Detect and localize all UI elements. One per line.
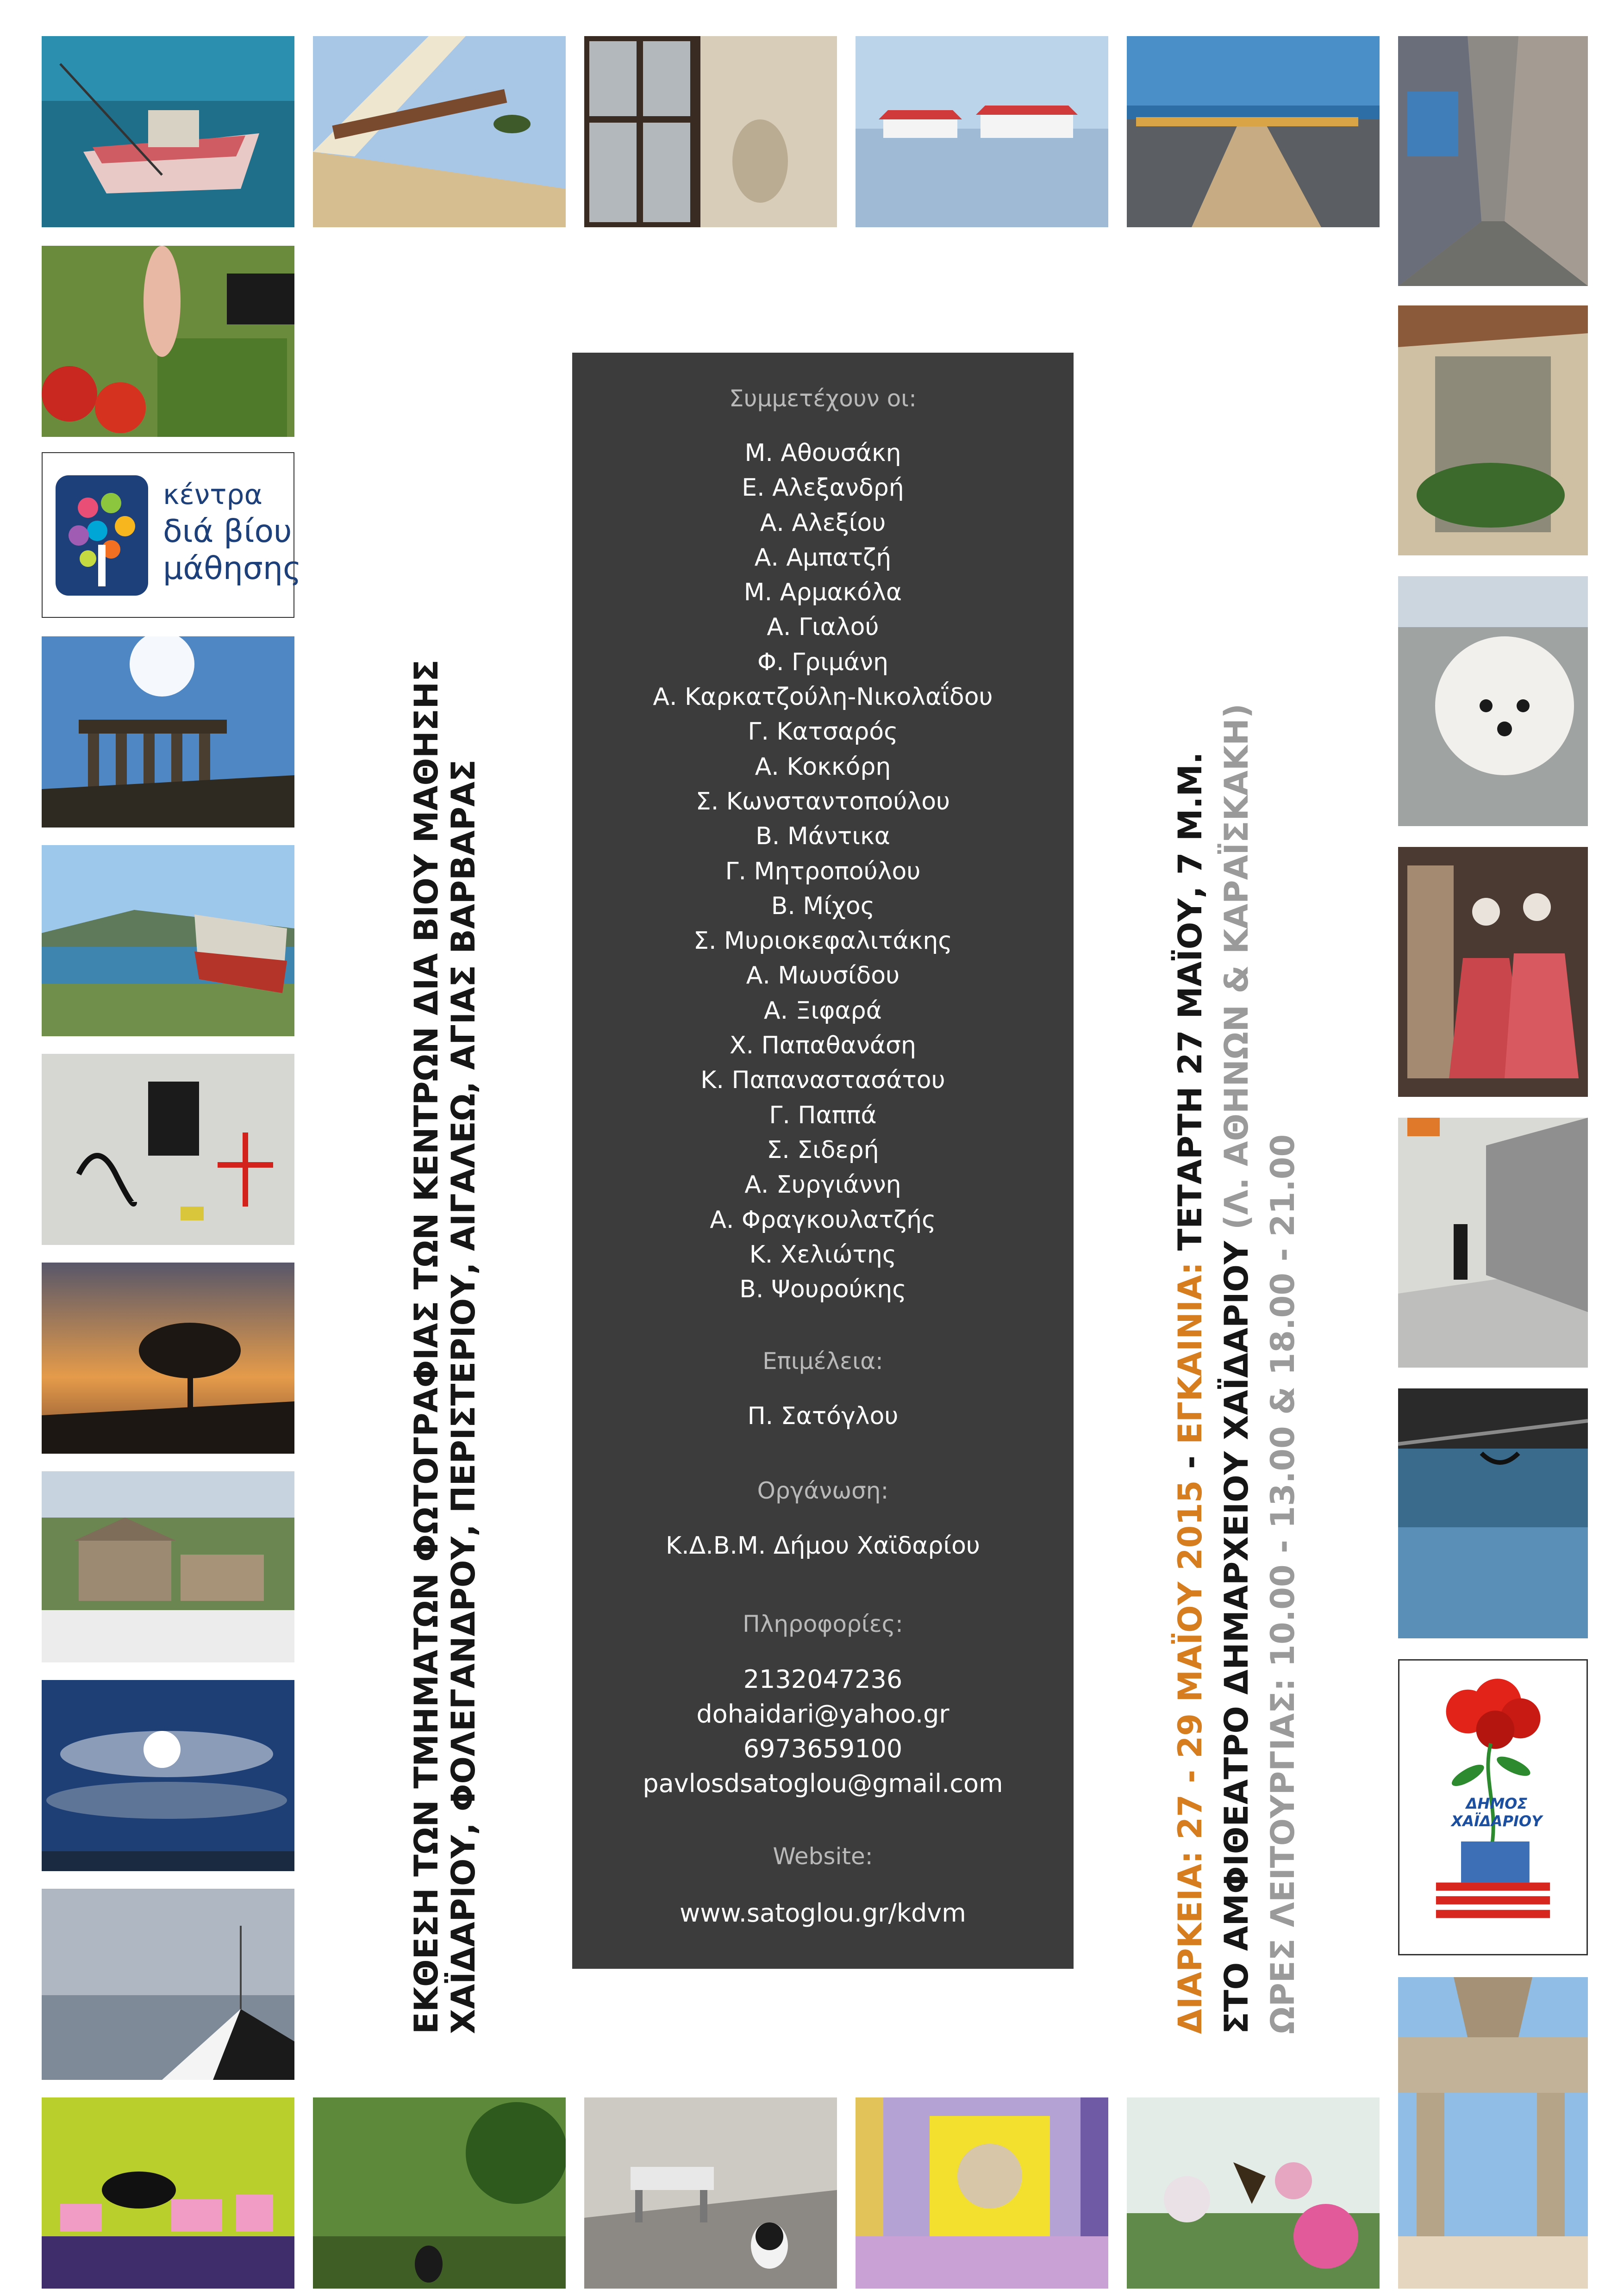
photo-boat-bow (42, 1889, 294, 2080)
dates-separator: - (1171, 1455, 1209, 1469)
duration-label: ΔΙΑΡΚΕΙΑ: (1171, 1851, 1209, 2034)
photo-anchor-sea (1398, 1388, 1588, 1638)
participant-name: Σ. Μυριοκεφαλιτάκης (693, 927, 952, 955)
photo-mannequins (1398, 847, 1588, 1097)
participant-name: Κ. Παπαναστασάτου (700, 1066, 945, 1095)
photo-window-shadow (584, 36, 837, 227)
photo-lake-huts (856, 36, 1108, 227)
opening-value: ΤΕΤΑΡΤΗ 27 ΜΑΪΟΥ, 7 Μ.Μ. (1171, 752, 1209, 1251)
photo-boat-coast (42, 845, 294, 1036)
participants-list (572, 436, 1074, 1307)
participant-name: Β. Ψουρούκης (739, 1276, 906, 1304)
participant-name: Α. Καρκατζούλη-Νικολαΐδου (653, 683, 993, 711)
event-dates-line (1171, 752, 1209, 2034)
photo-miniature-furniture (42, 2097, 294, 2289)
hours-value: 10.00 - 13.00 & 18.00 - 21.00 (1264, 1134, 1302, 1667)
participant-name: Χ. Παπαθανάση (730, 1032, 916, 1060)
participant-name: Α. Συργιάννη (744, 1171, 901, 1199)
info-heading: Πληροφορίες: (743, 1611, 903, 1637)
info-email-2: pavlosdsatoglou@gmail.com (643, 1769, 1003, 1798)
photo-pillow-scooter (856, 2097, 1108, 2289)
photo-old-door-plant (1398, 305, 1588, 555)
participant-name: Α. Φραγκουλατζής (710, 1206, 936, 1234)
kdvm-logo-mark (56, 475, 148, 596)
organization-value: Κ.Δ.Β.Μ. Δήμου Χαϊδαρίου (666, 1532, 980, 1560)
kdvm-logo (42, 452, 301, 618)
photo-bench-dog (584, 2097, 837, 2289)
photo-ancient-column (1398, 1977, 1588, 2289)
participant-name: Γ. Κατσαρός (748, 718, 898, 746)
participant-name: Γ. Παππά (769, 1101, 877, 1129)
photo-temple-sunion (42, 636, 294, 828)
participant-name: Β. Μίχος (771, 892, 875, 920)
exhibition-title-line1: ΕΚΘΕΣΗ ΤΩΝ ΤΜΗΜΑΤΩΝ ΦΩΤΟΓΡΑΦΙΑΣ ΤΩΝ ΚΕΝΤΡΩΝ ΔΙΑ ΒΙΟΥ ΜΑΘΗΣΗΣ (407, 660, 445, 2034)
participant-name: Μ. Αρμακόλα (743, 579, 902, 607)
photo-sun-clouds (42, 1680, 294, 1871)
event-hours-line (1264, 1134, 1302, 2034)
website-link[interactable]: www.satoglou.gr/kdvm (680, 1898, 966, 1928)
participant-name: Β. Μάντικα (756, 822, 890, 851)
info-phone-2: 6973659100 (743, 1734, 903, 1763)
opening-label: ΕΓΚΑΙΝΙΑ: (1171, 1262, 1209, 1444)
venue-address: (Λ. ΑΘΗΝΩΝ & ΚΑΡΑΪΣΚΑΚΗ) (1218, 703, 1255, 1230)
event-venue-line (1218, 703, 1255, 2034)
kdvm-logo-line1: κέντρα (163, 479, 263, 511)
participant-name: Σ. Κωνσταντοπούλου (695, 787, 950, 815)
photo-wall-graffiti (42, 1054, 294, 1245)
curation-heading: Επιμέλεια: (762, 1348, 883, 1375)
municipality-logo (1398, 1659, 1588, 1955)
photo-white-dog (1398, 576, 1588, 826)
photo-market-vegetables (42, 246, 294, 437)
exhibition-title-line2: ΧΑΪΔΑΡΙΟΥ, ΦΟΛΕΓΑΝΔΡΟΥ, ΠΕΡΙΣΤΕΡΙΟΥ, ΑΙΓΑΛΕΩ, ΑΓΙΑΣ ΒΑΡΒΑΡΑΣ (444, 759, 482, 2034)
duration-value: 27 - 29 ΜΑΪΟΥ 2015 (1171, 1480, 1209, 1840)
municipality-logo-text: ΔΗΜΟΣ ΧΑΪΔΑΡΙΟΥ (1451, 1795, 1543, 1830)
participant-name: Α. Κοκκόρη (755, 753, 891, 781)
info-email-1: dohaidari@yahoo.gr (696, 1699, 949, 1729)
participant-name: Α. Ξιφαρά (764, 996, 882, 1025)
photo-graffiti-alley (1398, 36, 1588, 286)
kdvm-logo-line2: διά βίου (163, 513, 292, 550)
kdvm-logo-line3: μάθησης (163, 550, 301, 587)
photo-sunset-tree (42, 1263, 294, 1454)
participants-heading: Συμμετέχουν οι: (729, 385, 917, 412)
participant-name: Φ. Γριμάνη (757, 648, 888, 676)
info-phone-1: 2132047236 (743, 1665, 903, 1694)
participant-name: Α. Μωυσίδου (746, 962, 900, 990)
website-heading: Website: (773, 1843, 873, 1870)
photo-butterfly-flowers (1127, 2097, 1380, 2289)
photo-beach-path (1127, 36, 1380, 227)
photo-old-church (42, 1471, 294, 1662)
participant-name: Κ. Χελιώτης (749, 1240, 897, 1269)
photo-garden-cat (313, 2097, 566, 2289)
photo-fishing-boat (42, 36, 294, 227)
participant-name: Σ. Σιδερή (767, 1136, 879, 1164)
organization-heading: Οργάνωση: (757, 1477, 889, 1504)
info-panel (572, 353, 1074, 1969)
participant-name: Γ. Μητροπούλου (725, 857, 921, 885)
photo-metro-station (1398, 1118, 1588, 1368)
participant-name: Α. Αλεξίου (760, 509, 886, 537)
participant-name: Α. Αμπατζή (754, 543, 892, 572)
participant-name: Μ. Αθουσάκη (744, 439, 901, 467)
curation-value: Π. Σατόγλου (747, 1402, 899, 1430)
venue-main: ΣΤΟ ΑΜΦΙΘΕΑΤΡΟ ΔΗΜΑΡΧΕΙΟΥ ΧΑΪΔΑΡΙΟΥ (1218, 1241, 1255, 2034)
photo-agave-roof (313, 36, 566, 227)
participant-name: Α. Γιαλού (767, 613, 879, 641)
hours-label: ΩΡΕΣ ΛΕΙΤΟΥΡΓΙΑΣ: (1264, 1678, 1302, 2034)
participant-name: Ε. Αλεξανδρή (742, 474, 904, 502)
